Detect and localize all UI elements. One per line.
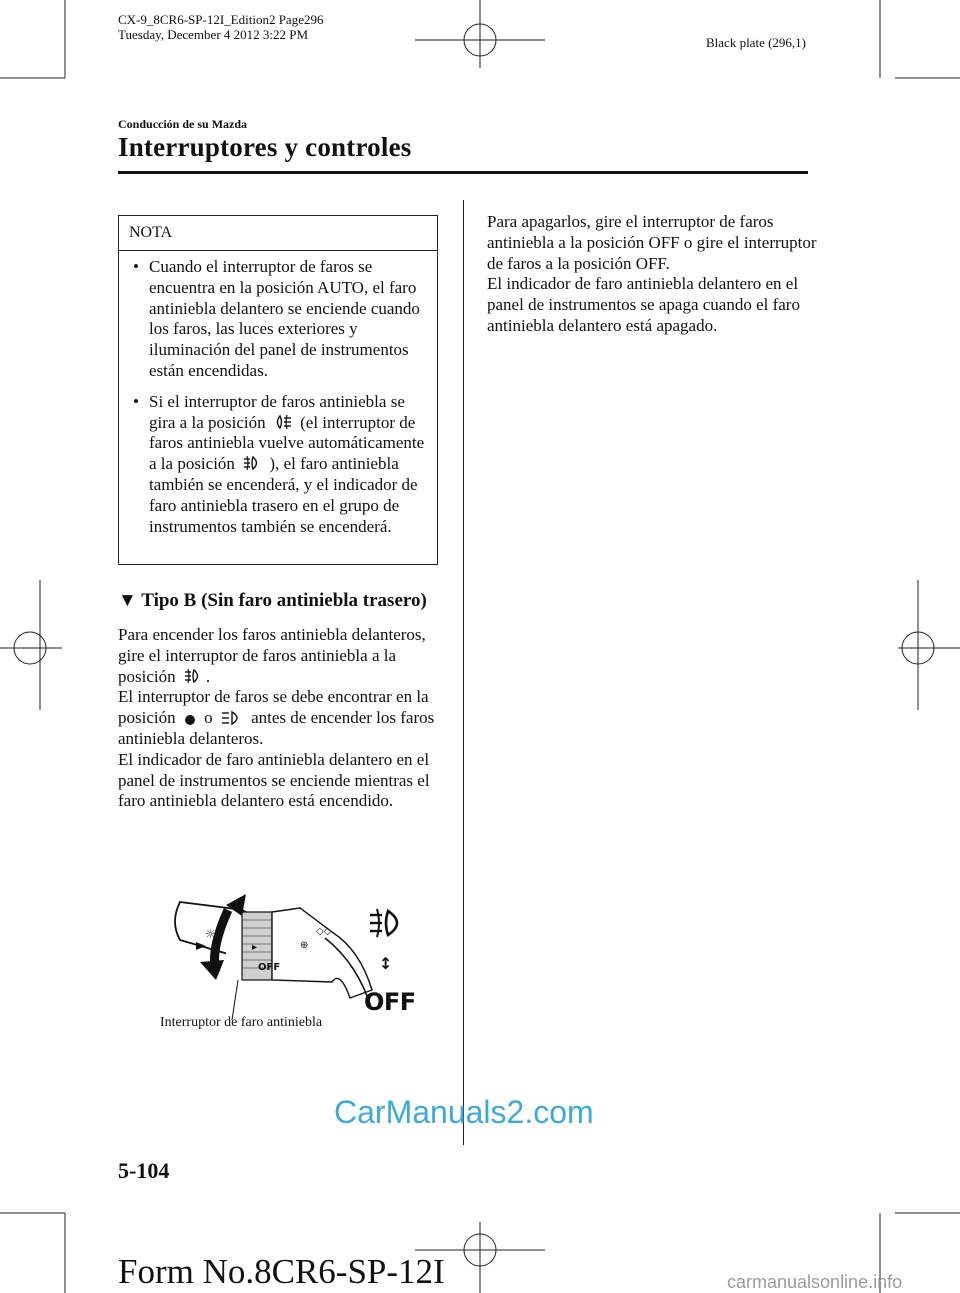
svg-text:▸: ▸ bbox=[252, 942, 258, 953]
rear-fog-icon bbox=[274, 413, 292, 431]
type-b-p1-text: Para encender los faros antiniebla delanteros, gire el interruptor de faros antiniebla a la posición bbox=[118, 625, 426, 686]
off-position-label: OFF bbox=[364, 988, 416, 1016]
note-bullet-2-part-c: ), el faro antiniebla también se encenderá, y el indicador de faro antiniebla trasero en el grupo de instrumentos también se encenderá. bbox=[149, 454, 418, 536]
page-number: 5-104 bbox=[118, 1158, 170, 1183]
watermark-carmanuals2: CarManuals2.com bbox=[334, 1094, 594, 1130]
type-b-body bbox=[118, 625, 448, 812]
svg-text:⊕: ⊕ bbox=[300, 940, 309, 951]
print-job-line2: Tuesday, December 4 2012 3:22 PM bbox=[118, 27, 309, 42]
print-job-line1: CX-9_8CR6-SP-12I_Edition2 Page296 bbox=[118, 12, 324, 27]
note-heading: NOTA bbox=[119, 216, 437, 251]
note-list bbox=[119, 251, 437, 537]
type-b-paragraph-1 bbox=[118, 625, 448, 687]
figure-caption: Interruptor de faro antiniebla bbox=[160, 1015, 323, 1030]
right-paragraph-1: Para apagarlos, gire el interruptor de faros antiniebla a la posición OFF o gire el interruptor de faros a la posición OFF. bbox=[487, 212, 817, 273]
type-b-p2-or: o bbox=[204, 708, 213, 728]
type-b-paragraph-2 bbox=[118, 687, 448, 749]
switch-direction-arrow: ↕ bbox=[379, 954, 393, 973]
parking-light-icon bbox=[221, 710, 243, 726]
svg-text:◇◇: ◇◇ bbox=[316, 926, 332, 937]
note-bullet-1 bbox=[131, 257, 429, 382]
note-bullet-2-part-a: Si el interruptor de faros antiniebla se gira a la posición bbox=[149, 391, 405, 432]
watermark-carmanualsonline: carmanualsonline.info bbox=[727, 1272, 903, 1292]
svg-text:☼: ☼ bbox=[205, 927, 216, 941]
type-b-paragraph-3: El indicador de faro antiniebla delantero en el panel de instrumentos se enciende mientras el faro antiniebla delantero está encendido. bbox=[118, 749, 430, 811]
form-number: Form No.8CR6-SP-12I bbox=[118, 1252, 445, 1291]
note-bullet-2 bbox=[131, 392, 429, 538]
front-fog-icon bbox=[243, 454, 261, 472]
print-job-header bbox=[118, 12, 323, 42]
chapter-label: Conducción de su Mazda bbox=[118, 117, 248, 131]
headlight-icon bbox=[184, 714, 196, 726]
triangle-marker-icon: ▼ bbox=[118, 590, 137, 611]
dial-off-label: OFF bbox=[258, 962, 281, 973]
plate-label: Black plate (296,1) bbox=[706, 35, 806, 50]
column-divider bbox=[463, 200, 464, 1145]
type-b-p1-end: . bbox=[205, 666, 211, 686]
right-column bbox=[487, 212, 817, 337]
right-paragraph-2: El indicador de faro antiniebla delantero en el panel de instrumentos se apaga cuando el faro antiniebla delantero está apagado. bbox=[487, 274, 800, 335]
type-b-p2-text: El interruptor de faros se debe encontrar en la posición bbox=[118, 687, 429, 728]
note-box bbox=[118, 215, 438, 565]
page-title: Interruptores y controles bbox=[118, 132, 412, 162]
type-b-p2-end: antes de encender los faros antiniebla delanteros. bbox=[118, 708, 435, 748]
type-b-heading bbox=[118, 590, 427, 612]
title-rule bbox=[118, 171, 808, 174]
front-fog-icon bbox=[368, 905, 408, 939]
note-bullet-2-part-b: (el interruptor de faros antiniebla vuelve automáticamente a la posición bbox=[149, 412, 425, 474]
front-fog-icon bbox=[184, 667, 202, 685]
note-bullet-1-text: Cuando el interruptor de faros se encuentra en la posición AUTO, el faro antiniebla delantero se enciende cuando los faros, las luces exteriores y iluminación del panel de instrumentos están encendidas. bbox=[149, 257, 420, 380]
type-b-heading-text: Tipo B (Sin faro antiniebla trasero) bbox=[141, 590, 427, 611]
